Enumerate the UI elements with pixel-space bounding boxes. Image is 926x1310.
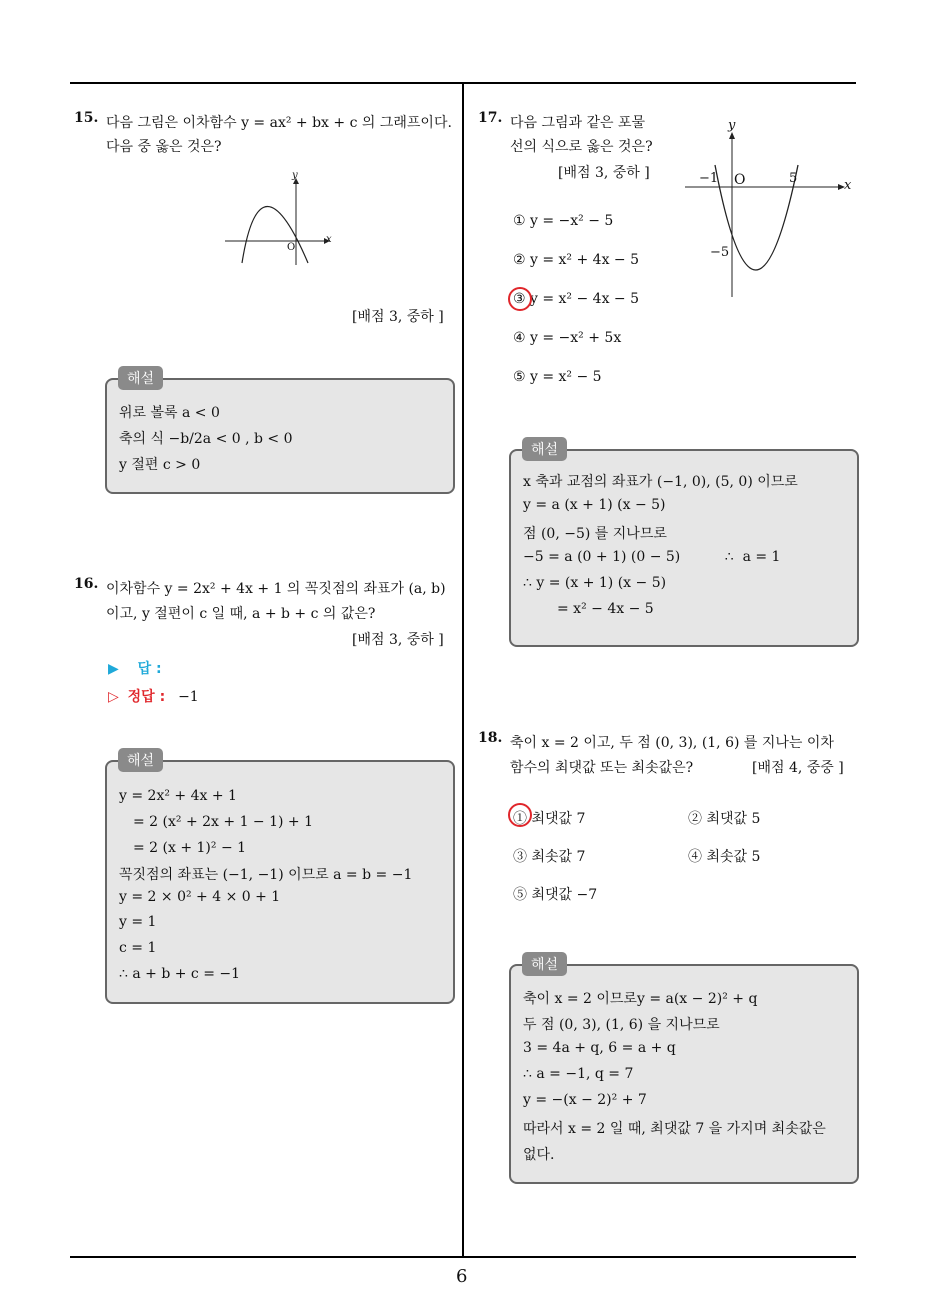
- solution-line: −5 = a (0 + 1) (0 − 5) ∴ a = 1: [523, 549, 781, 565]
- option-4[interactable]: ④ 최솟값 5: [688, 849, 761, 865]
- option-2[interactable]: ② y = x² + 4x − 5: [513, 252, 640, 268]
- solution-line: y = −(x − 2)² + 7: [523, 1092, 647, 1108]
- q15-origin-label: O: [287, 242, 296, 253]
- question-number: 17.: [478, 110, 503, 126]
- correct-marker-icon: ▷: [108, 689, 119, 705]
- option-2[interactable]: ② 최댓값 5: [688, 811, 761, 827]
- solution-line: ∴ a + b + c = −1: [119, 966, 241, 982]
- option-1[interactable]: ① 최댓값 7: [513, 811, 586, 827]
- solution-line: 꼭짓점의 좌표는 (−1, −1) 이므로 a = b = −1: [119, 867, 413, 883]
- question-text-line1: 축이 x = 2 이고, 두 점 (0, 3), (1, 6) 를 지나는 이차: [510, 735, 834, 751]
- selected-option-circle: [508, 287, 532, 311]
- q17-five-label: 5: [789, 171, 798, 186]
- option-1[interactable]: ① y = −x² − 5: [513, 213, 614, 229]
- q17-solution-label: 해설: [522, 437, 567, 461]
- question-text-line2: 함수의 최댓값 또는 최솟값은?: [510, 760, 694, 776]
- q16-solution-box: [105, 760, 455, 1004]
- solution-line: 점 (0, −5) 를 지나므로: [523, 526, 667, 542]
- solution-line: = 2 (x + 1)² − 1: [133, 840, 247, 856]
- option-4[interactable]: ④ y = −x² + 5x: [513, 330, 622, 346]
- q16-score: [배점 3, 중하 ]: [352, 632, 444, 648]
- correct-answer-row: [108, 686, 199, 706]
- q17-x-axis-label: x: [844, 178, 852, 193]
- q17-origin-label: O: [734, 172, 746, 188]
- selected-option-circle: [508, 803, 532, 827]
- q17-y-axis-label: y: [728, 118, 736, 133]
- solution-line: y 절편 c > 0: [119, 457, 201, 473]
- solution-line: ∴ y = (x + 1) (x − 5): [523, 575, 667, 591]
- correct-answer-label: 정답 :: [127, 689, 166, 705]
- question-number: 16.: [74, 576, 99, 592]
- solution-line: = 2 (x² + 2x + 1 − 1) + 1: [133, 814, 314, 830]
- solution-line: y = 2 × 0² + 4 × 0 + 1: [119, 889, 281, 905]
- bottom-rule: [70, 1256, 856, 1258]
- q17-parabola-graph: [680, 115, 850, 305]
- solution-line: 위로 볼록 a < 0: [119, 405, 220, 421]
- solution-line: = x² − 4x − 5: [557, 601, 654, 617]
- q17-neg1-label: −1: [699, 171, 719, 186]
- question-text-line2: 이고, y 절편이 c 일 때, a + b + c 의 값은?: [106, 606, 376, 622]
- q18-score: [배점 4, 중중 ]: [752, 760, 844, 776]
- q18-solution-box: [509, 964, 859, 1184]
- option-3[interactable]: ③ y = x² − 4x − 5: [513, 291, 640, 307]
- option-5[interactable]: ⑤ y = x² − 5: [513, 369, 602, 385]
- option-5[interactable]: ⑤ 최댓값 −7: [513, 887, 598, 903]
- question-text-line1: 이차함수 y = 2x² + 4x + 1 의 꼭짓점의 좌표가 (a, b): [106, 581, 446, 597]
- solution-line: 따라서 x = 2 일 때, 최댓값 7 을 가지며 최솟값은: [523, 1121, 826, 1137]
- q15-x-axis-label: x: [326, 234, 332, 245]
- solution-line: y = a (x + 1) (x − 5): [523, 497, 666, 513]
- question-text-line1: 다음 그림과 같은 포물: [510, 115, 646, 131]
- correct-answer-value: −1: [178, 689, 199, 705]
- solution-line: ∴ a = −1, q = 7: [523, 1066, 634, 1082]
- question-text-line1: 다음 그림은 이차함수 y = ax² + bx + c 의 그래프이다.: [106, 115, 452, 131]
- q15-solution-box: [105, 378, 455, 494]
- solution-line: 두 점 (0, 3), (1, 6) 을 지나므로: [523, 1017, 720, 1033]
- q17-solution-box: [509, 449, 859, 647]
- q18-solution-label: 해설: [522, 952, 567, 976]
- question-number: 18.: [478, 730, 503, 746]
- option-3[interactable]: ③ 최솟값 7: [513, 849, 586, 865]
- q15-solution-label: 해설: [118, 366, 163, 390]
- solution-line: y = 2x² + 4x + 1: [119, 788, 237, 804]
- q17-neg5-label: −5: [710, 245, 730, 260]
- solution-line: 3 = 4a + q, 6 = a + q: [523, 1040, 676, 1056]
- q16-solution-label: 해설: [118, 748, 163, 772]
- solution-line: 축이 x = 2 이므로y = a(x − 2)² + q: [523, 991, 758, 1007]
- q15-parabola-graph: [220, 170, 340, 270]
- q17-score: [배점 3, 중하 ]: [558, 165, 650, 181]
- answer-label: 답 :: [137, 661, 162, 677]
- column-divider: [462, 83, 464, 1258]
- solution-line: c = 1: [119, 940, 157, 956]
- solution-line: 축의 식 −b/2a < 0 , b < 0: [119, 431, 293, 447]
- question-text-line2: 선의 식으로 옳은 것은?: [510, 139, 653, 155]
- solution-line: x 축과 교점의 좌표가 (−1, 0), (5, 0) 이므로: [523, 474, 798, 490]
- question-number: 15.: [74, 110, 99, 126]
- answer-input-row[interactable]: [108, 658, 162, 678]
- page-number: 6: [456, 1266, 468, 1287]
- answer-marker-icon: ▶: [108, 661, 119, 677]
- solution-line: 없다.: [523, 1147, 555, 1163]
- question-text-line2: 다음 중 옳은 것은?: [106, 139, 222, 155]
- solution-line: y = 1: [119, 914, 157, 930]
- q15-y-axis-label: y: [292, 170, 298, 181]
- q15-score: [배점 3, 중하 ]: [352, 309, 444, 325]
